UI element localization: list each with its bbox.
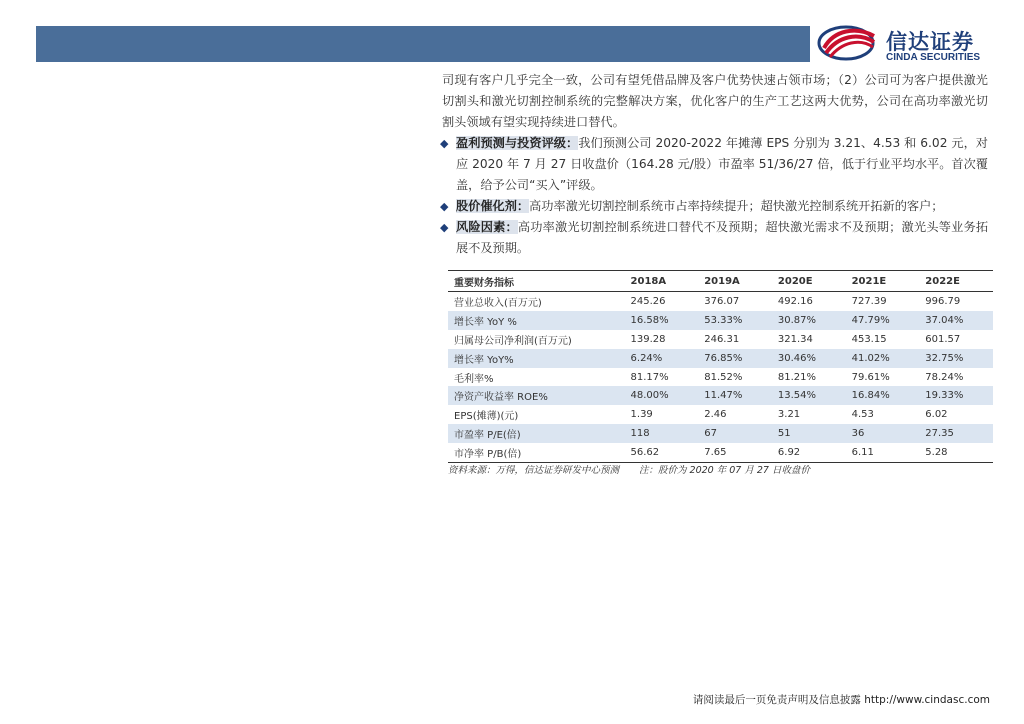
- metric-value-cell: 376.07: [704, 295, 740, 307]
- metric-value-cell: 7.65: [704, 447, 727, 459]
- metric-value-cell: 36: [846, 424, 920, 443]
- metric-value-cell: 6.11: [851, 447, 874, 459]
- column-header: 2022E: [925, 275, 960, 287]
- header-banner: [36, 26, 810, 62]
- table-row: [448, 368, 993, 387]
- price-note: 注：股价为 2020 年 07 月 27 日收盘价: [639, 465, 810, 476]
- source-text: 资料来源：万得，信达证券研发中心预测: [448, 465, 620, 476]
- table-row: [448, 311, 993, 330]
- metric-value-cell: 4.53: [851, 409, 874, 421]
- diamond-bullet-icon: ◆: [440, 137, 449, 150]
- metric-value-cell: 32.75%: [919, 349, 993, 368]
- table-row: [448, 424, 993, 443]
- table-row: [448, 330, 993, 349]
- metric-label-cell: EPS(摊薄)(元): [454, 411, 519, 423]
- metric-value-cell: 81.17%: [630, 371, 669, 383]
- footer-disclaimer: 请阅读最后一页免责声明及信息披露: [692, 694, 861, 706]
- metric-value-cell: 81.21%: [777, 371, 817, 383]
- metric-value-cell: 30.46%: [772, 349, 846, 368]
- column-header: 2021E: [851, 275, 887, 287]
- metric-value-cell: 41.02%: [846, 349, 920, 368]
- metric-value-cell: 30.87%: [772, 311, 846, 330]
- metric-value-cell: 53.33%: [698, 311, 772, 330]
- financial-metrics-table: [448, 270, 993, 463]
- metric-value-cell: 76.85%: [698, 349, 772, 368]
- table-row: [448, 349, 993, 368]
- page-footer: [680, 692, 990, 707]
- metric-value-cell: 246.31: [704, 333, 740, 345]
- metric-value-cell: 11.47%: [698, 386, 772, 405]
- column-header: 2018A: [630, 275, 667, 287]
- table-header-row: [448, 271, 993, 292]
- metric-value-cell: 6.92: [777, 447, 801, 459]
- diamond-bullet-icon: ◆: [440, 200, 449, 213]
- metric-value-cell: 5.28: [925, 447, 948, 459]
- metric-value-cell: 56.62: [630, 447, 660, 459]
- metric-label-cell: 市盈率 P/E(倍): [448, 424, 625, 443]
- metric-value-cell: 37.04%: [919, 311, 993, 330]
- column-header: 2020E: [777, 275, 813, 287]
- table-row: [448, 386, 993, 405]
- metric-label-cell: 营业总收入(百万元): [454, 297, 542, 309]
- metric-label-cell: 增长率 YoY %: [448, 311, 625, 330]
- metric-value-cell: 47.79%: [846, 311, 920, 330]
- metric-value-cell: 601.57: [925, 333, 961, 345]
- metric-label-cell: 归属母公司净利润(百万元): [454, 335, 572, 347]
- metric-value-cell: 19.33%: [919, 386, 993, 405]
- metric-value-cell: 51: [772, 424, 846, 443]
- metric-value-cell: 79.61%: [851, 371, 890, 383]
- table-row: [448, 405, 993, 424]
- logo-chinese-name: 信达证券: [886, 30, 974, 54]
- metric-value-cell: 3.21: [777, 409, 801, 421]
- cinda-logo: [816, 22, 996, 66]
- metric-value-cell: 492.16: [777, 295, 813, 307]
- metric-value-cell: 118: [625, 424, 699, 443]
- metric-label-cell: 毛利率%: [454, 373, 494, 385]
- metric-value-cell: 2.46: [704, 409, 727, 421]
- metric-value-cell: 321.34: [777, 333, 813, 345]
- metric-value-cell: 27.35: [919, 424, 993, 443]
- metric-value-cell: 16.58%: [625, 311, 699, 330]
- metric-value-cell: 16.84%: [846, 386, 920, 405]
- table-body: [448, 292, 993, 463]
- metric-value-cell: 1.39: [630, 409, 653, 421]
- metric-value-cell: 13.54%: [772, 386, 846, 405]
- metric-value-cell: 78.24%: [925, 371, 964, 383]
- metric-label-cell: 净资产收益率 ROE%: [448, 386, 625, 405]
- logo-english-name: CINDA SECURITIES: [886, 52, 981, 63]
- table-source-note: [448, 462, 993, 476]
- metric-value-cell: 48.00%: [625, 386, 699, 405]
- bullet-text: 高功率激光切割控制系统市占率持续提升；超快激光控制系统开拓新的客户；: [529, 199, 944, 213]
- cinda-logo-mark-icon: [816, 22, 880, 62]
- bullet-risks: [442, 217, 988, 259]
- metric-value-cell: 67: [698, 424, 772, 443]
- diamond-bullet-icon: ◆: [440, 221, 449, 234]
- column-header: 重要财务指标: [454, 277, 514, 289]
- metric-label-cell: 市净率 P/B(倍): [454, 449, 522, 461]
- bullet-text: 高功率激光切割控制系统进口替代不及预期；超快激光需求不及预期；激光头等业务拓展不及预期。: [456, 220, 989, 255]
- intro-paragraph: 司现有客户几乎完全一致，公司有望凭借品牌及客户优势快速占领市场；（2）公司可为客户提供激光切割头和激光切割控制系统的完整解决方案，优化客户的生产工艺这两大优势，公司在高功率激光切割头领域有望实现持续进口替代。: [442, 73, 988, 129]
- bullet-catalyst: [442, 196, 988, 217]
- bullet-text: 我们预测公司 2020-2022 年摊薄 EPS 分别为 3.21、4.53 和 6.02 元，对应 2020 年 7 月 27 日收盘价（164.28 元/股）市盈率 51/36/27 倍，低于行业平均水平。首次覆盖，给予公司“买入”评级。: [456, 136, 988, 192]
- bullet-earnings-forecast: [442, 133, 988, 196]
- metric-label-cell: 增长率 YoY%: [448, 349, 625, 368]
- metric-value-cell: 727.39: [851, 295, 887, 307]
- column-header: 2019A: [704, 275, 740, 287]
- metric-value-cell: 453.15: [851, 333, 887, 345]
- metric-value-cell: 81.52%: [704, 371, 743, 383]
- metric-value-cell: 245.26: [630, 295, 666, 307]
- metric-value-cell: 6.24%: [625, 349, 699, 368]
- metric-value-cell: 6.02: [925, 409, 948, 421]
- table-row: [448, 292, 993, 311]
- table-row: [448, 443, 993, 462]
- metric-value-cell: 139.28: [630, 333, 666, 345]
- footer-url-link[interactable]: http://www.cindasc.com: [864, 694, 990, 706]
- bullet-lead: 风险因素：: [456, 220, 518, 234]
- metric-value-cell: 996.79: [925, 295, 961, 307]
- report-body: [442, 70, 988, 259]
- bullet-lead: 盈利预测与投资评级：: [456, 136, 579, 150]
- bullet-lead: 股价催化剂：: [456, 199, 530, 213]
